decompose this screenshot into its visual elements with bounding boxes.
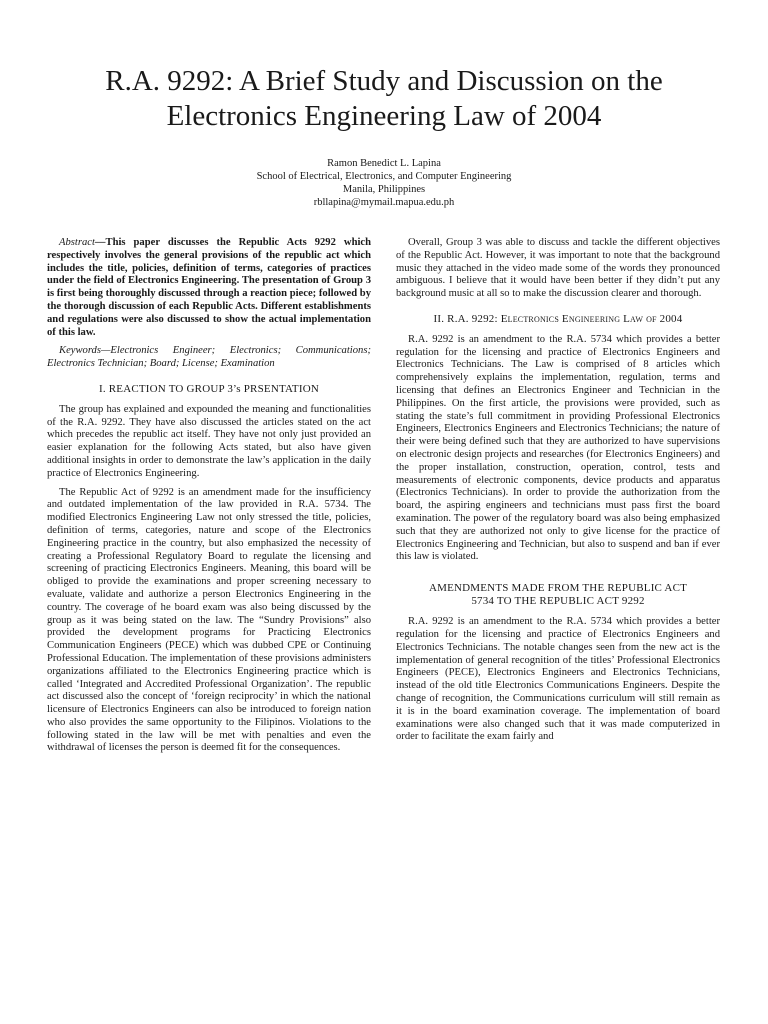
author-email[interactable]: rbllapina@mymail.mapua.edu.ph [313,197,455,208]
abstract-text: —This paper discusses the Republic Acts 9292 which respectively involves the general provisions of the republic act which includes the title, policies, definition of terms, categories of practices under the field of Electronics Engineering. The presentation of Group 3 is first being thoroughly discussed through a reaction piece; followed by the thorough discussion of each Republic Acts. Different establishments and regulations were also discussed to show the actual implementation of this law. [47,237,371,338]
section-1-paragraph-1: The group has explained and expounded the meaning and functionalities of the R.A. 9292. They have also discussed the articles stated on the act which precedes the republic act itself. They have not only just provided an easier explanation for the following Acts stated, but also have given additional insights in order to demonstrate the law’s application in the daily practice of Electronics Engineering. [47,403,371,479]
author-affiliation: School of Electrical, Electronics, and Computer Engineering [256,171,512,182]
section-2-heading [396,313,720,326]
right-column [396,237,720,750]
section-2-heading-prefix: II. R.A. 9292: [433,312,501,325]
section-1-heading: I. REACTION TO GROUP 3’s PRSENTATION [98,382,320,395]
abstract [47,237,371,339]
author-block [100,157,668,209]
title-line-1: R.A. 9292: A Brief Study and Discussion on the [105,65,663,97]
keywords: Keywords—Electronics Engineer; Electronics; Communications; Electronics Technician; Board; License; Examination [47,345,371,370]
section-1-paragraph-2: The Republic Act of 9292 is an amendment made for the insufficiency and outdated implementation of the law provided in R.A. 5734. The modified Electronics Engineering Law not only stressed the title, policies, definition of terms, categories, nature and scope of the Electronics Engineering practice in the country, but also emphasized the necessity of creating a Professional Regulatory Board to regulate the licensing and screening of practicing Electronics Engineers. Meaning, this board will be obliged to provide the examinations and proper screening necessary to evaluate, validate and authorize a person Electronics Engineering in the country. The coverage of he board exam was also being discussed by the group as it was being stated on the law. The “Sundry Provisions” also provided the development programs for Practicing Electronics Communication Engineers (PECE) which was dubbed CPE or Continuing Professional Education. The implementation of these provisions administers organizations affiliated to the Electronics Engineering practice which is called ‘Integrated and Accredited Professional Organization’. The republic act discussed also the concept of ‘foreign reciprocity’ in which the national licensure of Electronics Engineers can also be introduced to foreign nation who also provides the same opportunity to the Filipinos. Violations to the following stated in the law will be met with penalties and even the withdrawal of licenses the person is deemed fit for the consequences. [47,486,371,754]
abstract-lead: Abstract [59,237,95,248]
section-3-heading [396,582,720,608]
section-2-heading-rest: Electronics Engineering Law of 2004 [500,312,683,325]
author-name: Ramon Benedict L. Lapina [327,158,441,169]
section-3-paragraph-1: R.A. 9292 is an amendment to the R.A. 5734 which provides a better regulation for the licensing and practice of Electronics Engineers and Electronics Technicians. The notable changes seen from the new act is the implementation of general recognition of the titles’ Professional Electronics Engineers (PECE), Electronics Engineers and Electronics Technicians, instead of the old title Electronics Communications Engineers. Despite the change of recognition, the Communications curriculum will still remain as it is in the board examination coverage. The implementation of board examinations were also changed such that it was made computerized in order to facilitate the exam fairly and [396,616,720,743]
section-1-paragraph-3: Overall, Group 3 was able to discuss and tackle the different objectives of the Republic Act. However, it was important to note that the background music they attached in the video made some of the words they pronounced ambiguous. I believe that it would have been better if they didn’t put any background music at all so to make the discussion clearer and thorough. [396,237,720,300]
section-2-paragraph-1: R.A. 9292 is an amendment to the R.A. 5734 which provides a better regulation for the licensing and practice of Electronics Engineers and Electronics Technicians. The Law is comprised of 8 articles which comprehensively explains the implementation, regulation, terms and licensing that defines an Electronics Engineer and Technician in the Philippines. On the first article, the provisions were provided, such as stating the state’s full commitment in providing Professional Electronics Engineers, Electronics Engineers and Electronics Technicians; the nature of their were being defined such that they are authorized to have supervisions on electronic design projects and researches (for Electronics Engineers) and the proper installation, construction, operation, control, tests and measurements of electronic components, device products and apparatus (Electronics Technicians). In order to provide the authorization from the board, the aspiring engineers and technicians must pass first the board examination. The power of the regulatory board was also being emphasized such that they are authorized not only to give license for the practice of Electronics Engineering and Technician, but also to suspend and ban if ever this law is violated. [396,333,720,563]
section-3-heading-line-1: AMENDMENTS MADE FROM THE REPUBLIC ACT [428,582,688,595]
left-column [47,237,371,761]
title-line-2: Electronics Engineering Law of 2004 [166,100,602,132]
author-location: Manila, Philippines [342,184,426,195]
paper-title [40,64,728,134]
section-3-heading-line-2: 5734 TO THE REPUBLIC ACT 9292 [471,595,645,608]
